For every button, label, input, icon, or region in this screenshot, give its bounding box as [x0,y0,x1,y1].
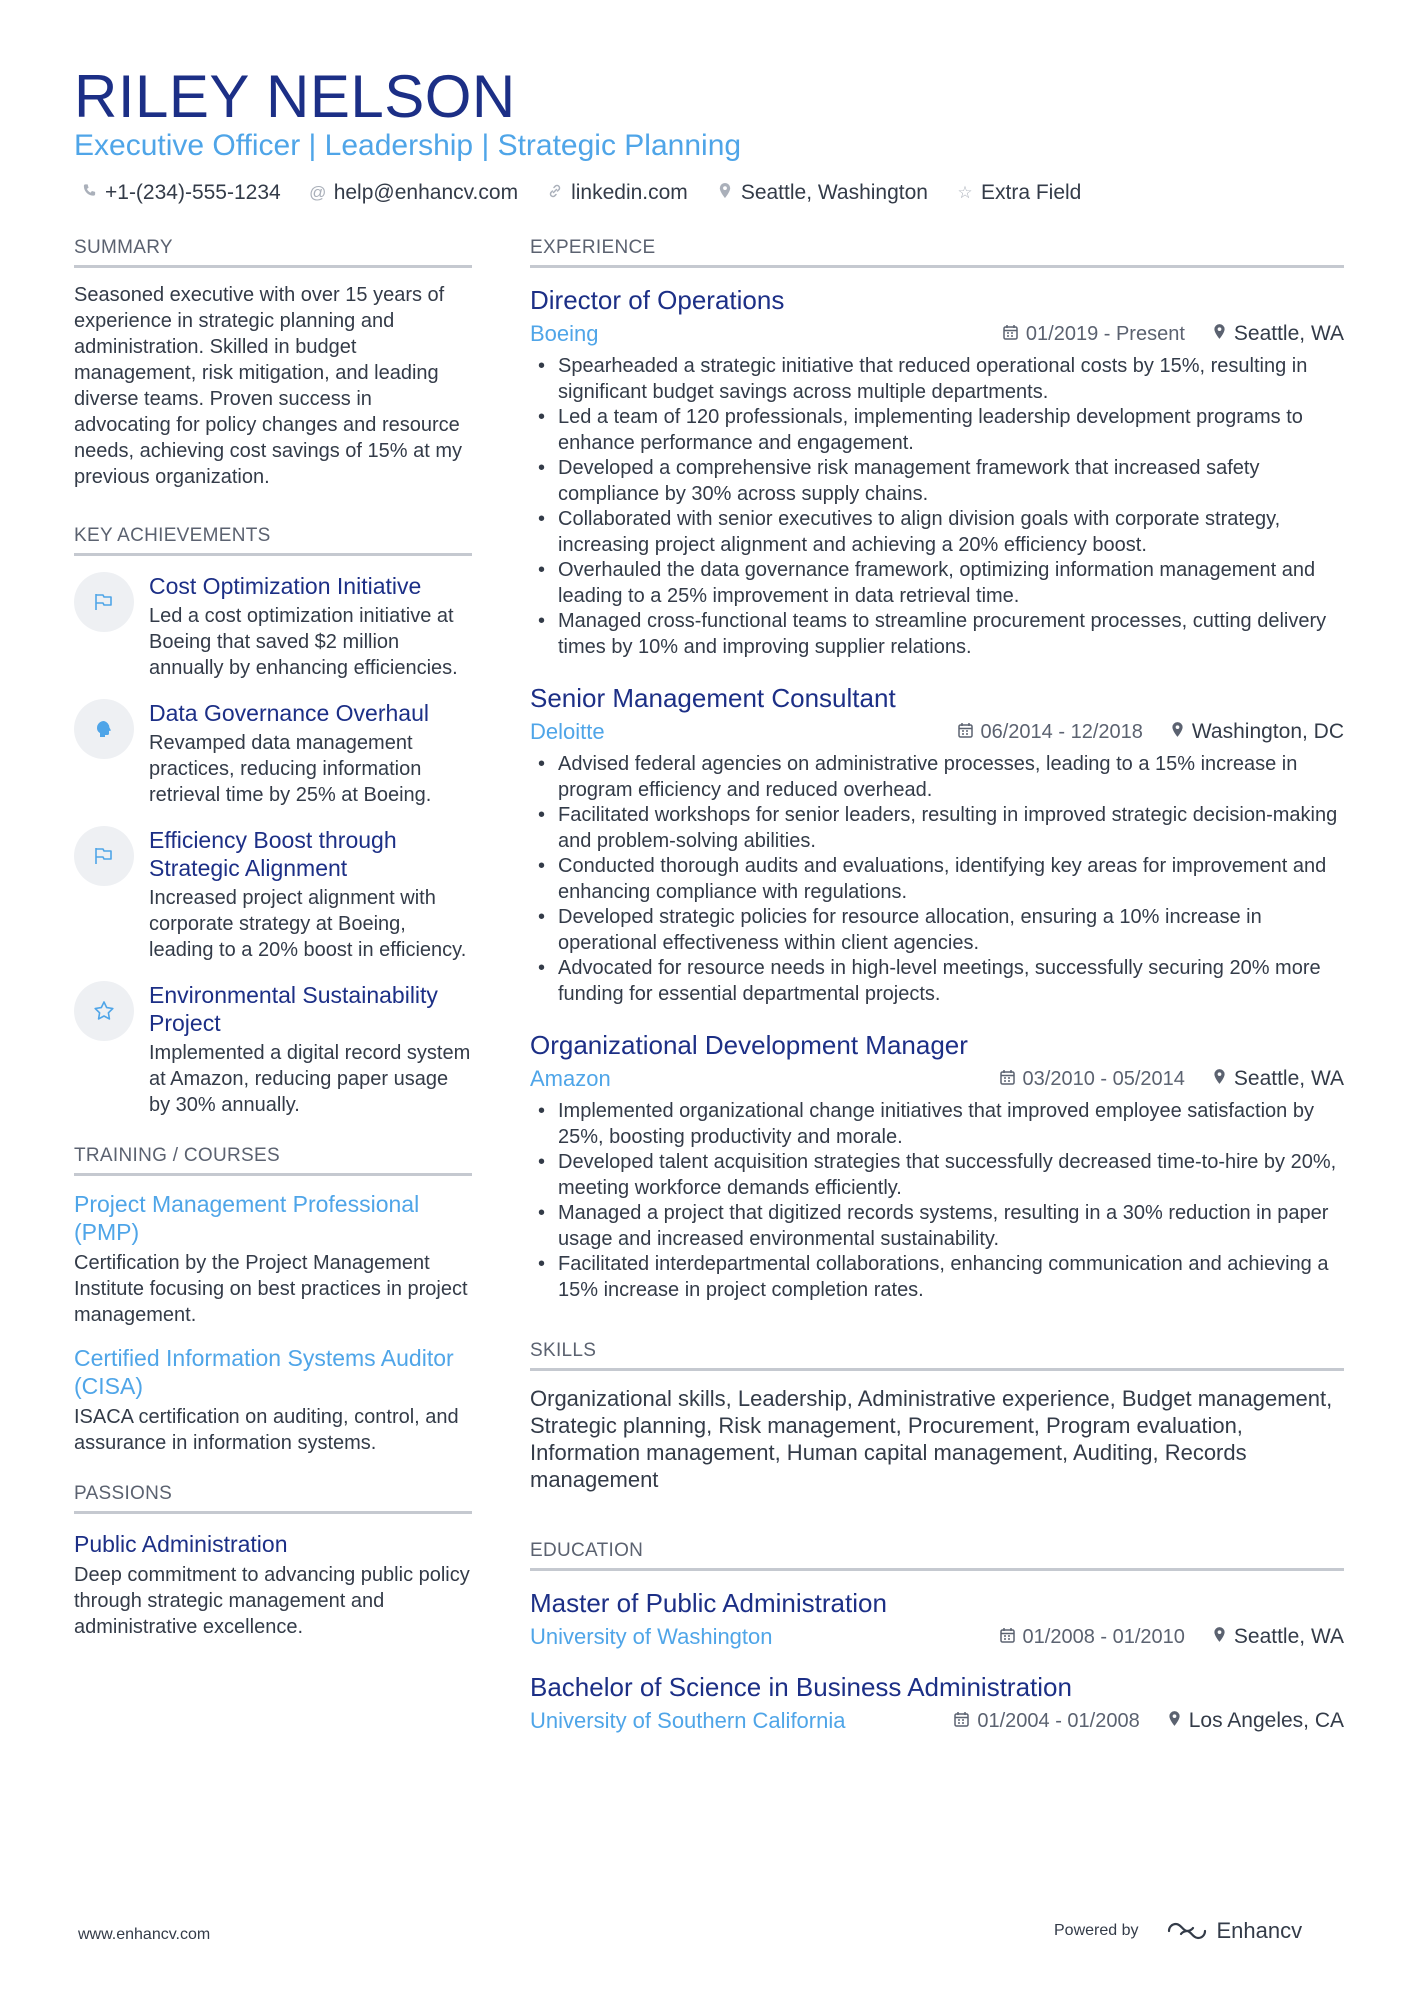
achievement-item [74,572,472,681]
achievement-title: Efficiency Boost through Strategic Alignment [149,827,397,881]
achievement-item [74,699,472,808]
contact-bar [80,178,1109,208]
course-title: Project Management Professional (PMP) [74,1191,420,1245]
calendar-icon [1003,324,1018,345]
calendar-icon [958,722,973,743]
achievement-text: Increased project alignment with corporate strategy at Boeing, leading to a 20% boost in efficiency. [149,887,467,961]
contact-extra: ☆ Extra Field [957,181,1082,204]
skills-section [530,1339,1344,1493]
location-pin-icon [716,182,734,204]
job-location: Washington, DC [1171,720,1344,744]
contact-email[interactable]: @ help@enhancv.com [309,181,519,204]
job-location: Seattle, WA [1213,322,1344,346]
job-bullet: • Facilitated workshops for senior leaders, resulting in improved strategic decision-making and problem-solving abilities. [558,803,1344,854]
location-pin-icon [1213,1068,1226,1090]
job-dates: 03/2010 - 05/2014 [1000,1068,1185,1091]
job-bullet: • Advised federal agencies on administrative processes, leading to a 15% increase in program efficiency and reduced overhead. [558,752,1344,803]
achievement-title: Cost Optimization Initiative [149,573,422,599]
job-bullet: • Conducted thorough audits and evaluations, identifying key areas for improvement and enhancing compliance with regulations. [558,854,1344,905]
job-role: Organizational Development Manager [530,1030,968,1060]
job-bullet: • Developed strategic policies for resource allocation, ensuring a 10% increase in operational effectiveness within client agencies. [558,905,1344,956]
summary-section [74,236,472,490]
job-dates: 01/2019 - Present [1003,323,1185,346]
left-column [74,236,472,1640]
job-role: Director of Operations [530,285,785,315]
footer-website[interactable]: www.enhancv.com [78,1926,211,1943]
job-bullet: • Managed a project that digitized records systems, resulting in a 30% reduction in paper usage and increased environmental sustainability. [558,1201,1344,1252]
experience-title: EXPERIENCE [530,236,1344,268]
job-bullet: • Facilitated interdepartmental collaborations, enhancing communication and achieving a 15% increase in project completion rates. [558,1252,1344,1303]
achievement-title: Data Governance Overhaul [149,700,429,726]
education-school: University of Southern California [530,1708,846,1733]
job-bullet: • Collaborated with senior executives to align division goals with corporate strategy, increasing project alignment and achieving a 20% efficiency boost. [558,507,1344,558]
calendar-icon [1000,1627,1015,1648]
achievement-item [74,826,472,963]
experience-section [530,236,1344,1303]
achievements-title: KEY ACHIEVEMENTS [74,524,472,556]
location-pin-icon [1171,721,1184,743]
achievement-text: Implemented a digital record system at Amazon, reducing paper usage by 30% annually. [149,1042,471,1116]
passion-item [74,1530,472,1640]
passion-text: Deep commitment to advancing public policy through strategic management and administrative excellence. [74,1564,470,1638]
brain-icon [74,699,134,759]
job-dates: 06/2014 - 12/2018 [958,721,1143,744]
job-bullet: • Implemented organizational change initiatives that improved employee satisfaction by 25%, boosting productivity and morale. [558,1099,1344,1150]
course-item [74,1190,472,1328]
job-company: Boeing [530,321,599,346]
achievements-section [74,524,472,1118]
location-pin-icon [1213,1626,1226,1648]
job-bullets [530,752,1344,1007]
job-entry [530,1029,1344,1303]
education-location: Los Angeles, CA [1168,1709,1344,1733]
job-location: Seattle, WA [1213,1067,1344,1091]
passions-title: PASSIONS [74,1482,472,1514]
training-section [74,1144,472,1456]
star-icon [74,981,134,1041]
job-company: Amazon [530,1066,611,1091]
course-item [74,1344,472,1456]
right-column [530,236,1344,1755]
candidate-name: RILEY NELSON [74,63,516,130]
link-icon [546,183,564,204]
job-bullets [530,1099,1344,1303]
flag-icon [74,572,134,632]
contact-location: Seattle, Washington [716,181,928,205]
contact-phone[interactable]: +1-(234)-555-1234 [80,181,281,205]
summary-text: Seasoned executive with over 15 years of experience in strategic planning and administration. Skilled in budget management, risk mitigation, and leading diverse teams. Proven success in advocating for policy changes and resource needs, achieving cost savings of 15% at my previous organization. [74,284,462,488]
skills-text: Organizational skills, Leadership, Administrative experience, Budget management, Strategic planning, Risk management, Procurement, Program evaluation, Information management, Human capital management, Auditing, Records management [530,1386,1333,1492]
calendar-icon [954,1711,969,1732]
calendar-icon [1000,1069,1015,1090]
achievement-title: Environmental Sustainability Project [149,982,438,1036]
education-section [530,1539,1344,1735]
job-entry [530,284,1344,660]
job-entry [530,682,1344,1007]
flag-icon [74,826,134,886]
contact-linkedin[interactable]: linkedin.com [546,181,688,205]
job-bullet: • Spearheaded a strategic initiative that reduced operational costs by 15%, resulting in significant budget savings across multiple departments. [558,354,1344,405]
education-title: EDUCATION [530,1539,1344,1571]
job-bullet: • Managed cross-functional teams to streamline procurement processes, cutting delivery times by 10% and improving supplier relations. [558,609,1344,660]
job-bullet: • Developed a comprehensive risk management framework that increased safety compliance by 30% across supply chains. [558,456,1344,507]
phone-icon [80,183,98,203]
summary-title: SUMMARY [74,236,472,268]
achievement-item [74,981,472,1118]
job-bullet: • Advocated for resource needs in high-level meetings, successfully securing 20% more funding for essential departmental projects. [558,956,1344,1007]
education-degree: Master of Public Administration [530,1588,887,1618]
passions-section [74,1482,472,1640]
skills-title: SKILLS [530,1339,1344,1371]
enhancv-logo[interactable]: Enhancv [1165,1918,1303,1944]
education-dates: 01/2008 - 01/2010 [1000,1626,1185,1649]
powered-by-label: Powered by [1054,1922,1139,1939]
at-icon: @ [309,183,327,202]
footer-branding [1054,1918,1302,1944]
job-bullet: • Developed talent acquisition strategies that successfully decreased time-to-hire by 20%, meeting workforce demands efficiently. [558,1150,1344,1201]
education-dates: 01/2004 - 01/2008 [954,1710,1139,1733]
candidate-tagline: Executive Officer | Leadership | Strategic Planning [74,129,742,162]
training-title: TRAINING / COURSES [74,1144,472,1176]
course-title: Certified Information Systems Auditor (CISA) [74,1345,454,1399]
star-icon: ☆ [957,183,973,202]
education-school: University of Washington [530,1624,773,1649]
job-bullets [530,354,1344,660]
achievement-text: Revamped data management practices, reducing information retrieval time by 25% at Boeing. [149,732,432,806]
course-text: Certification by the Project Management Institute focusing on best practices in project management. [74,1252,468,1326]
education-location: Seattle, WA [1213,1625,1344,1649]
course-text: ISACA certification on auditing, control, and assurance in information systems. [74,1406,459,1454]
location-pin-icon [1168,1710,1181,1732]
education-degree: Bachelor of Science in Business Administration [530,1672,1072,1702]
job-bullet: • Overhauled the data governance framework, optimizing information management and leading to a 25% improvement in data retrieval time. [558,558,1344,609]
job-company: Deloitte [530,719,605,744]
job-bullet: • Led a team of 120 professionals, implementing leadership development programs to enhance performance and engagement. [558,405,1344,456]
passion-title: Public Administration [74,1531,288,1557]
education-entry [530,1671,1344,1735]
enhancv-logo-icon [1165,1920,1209,1942]
location-pin-icon [1213,323,1226,345]
education-entry [530,1587,1344,1651]
job-role: Senior Management Consultant [530,683,896,713]
achievement-text: Led a cost optimization initiative at Boeing that saved $2 million annually by enhancing efficiencies. [149,605,458,679]
